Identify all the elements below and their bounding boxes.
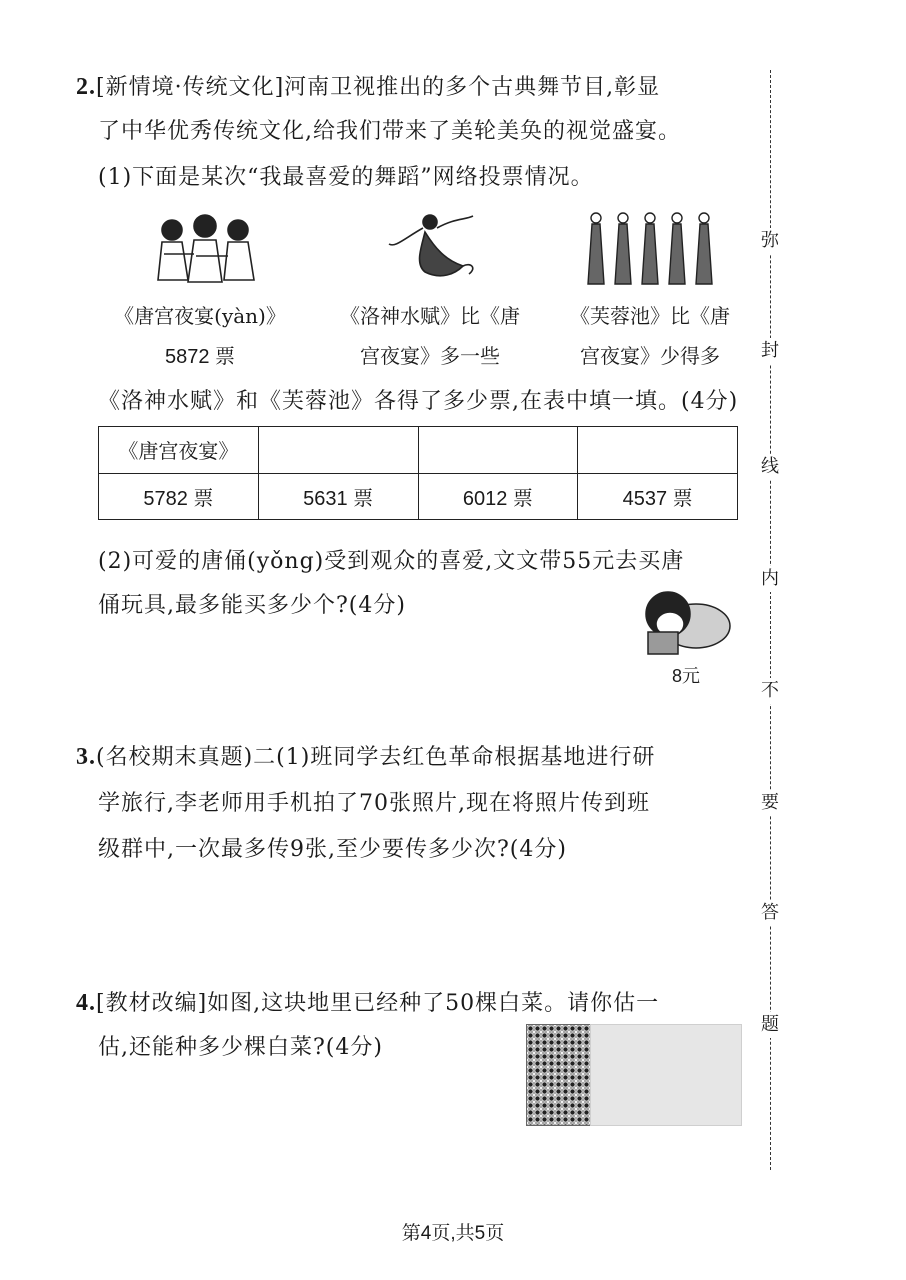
caption-tang-palace-title: 《唐宫夜宴(yàn)》 [114,304,286,328]
q4-line1-text: [教材改编]如图,这块地里已经种了50棵白菜。请你估一 [96,991,660,1016]
seal-char: 要 [759,790,781,816]
votes-answer-cell[interactable] [578,427,738,474]
seal-char: 题 [759,1012,781,1038]
tang-figurine-toy-illustration [634,586,734,662]
q2-number: 2. [76,74,96,100]
q3-line2: 学旅行,李老师用手机拍了70张照片,现在将照片传到班 [98,791,650,816]
q3-line1-text: (名校期末真题)二(1)班同学去红色革命根据基地进行研 [96,745,656,770]
votes-value-cell: 4537 票 [578,473,738,520]
cabbage-field-image [526,1024,594,1126]
q2-line1-text: [新情境·传统文化]河南卫视推出的多个古典舞节目,彰显 [96,75,661,100]
luoshen-dancer-illustration [385,208,485,288]
q2-line2: 了中华优秀传统文化,给我们带来了美轮美奂的视觉盛宴。 [98,119,681,144]
furong-pool-dancers-illustration [582,208,718,288]
q2-line1 [76,70,660,101]
q3-line3: 级群中,一次最多传9张,至少要传多少次?(4分) [98,837,567,862]
votes-table [98,426,738,520]
seal-char: 内 [759,566,781,592]
seal-char: 弥 [759,228,781,254]
q3-line1 [76,740,655,771]
caption-furong-line1: 《芙蓉池》比《唐 [570,304,730,328]
votes-value-cell: 5782 票 [99,473,259,520]
q2-part2-line2: 俑玩具,最多能买多少个?(4分) [98,593,406,618]
votes-value-cell: 6012 票 [418,473,578,520]
toy-price: 8元 [672,666,701,686]
seal-char: 不 [759,678,781,704]
tang-palace-dancers-illustration [150,208,260,288]
caption-luoshen-line1: 《洛神水赋》比《唐 [340,304,520,328]
q2-part2-line1: (2)可爱的唐俑(yǒng)受到观众的喜爱,文文带55元去买唐 [98,549,685,574]
q4-line1 [76,986,659,1017]
q4-number: 4. [76,990,96,1016]
votes-header-cell: 《唐宫夜宴》 [99,427,259,474]
votes-answer-cell[interactable] [258,427,418,474]
q2-part1: (1)下面是某次“我最喜爱的舞蹈”网络投票情况。 [98,165,594,190]
seal-char: 答 [759,900,781,926]
votes-table-values-row [99,473,738,520]
votes-value-cell: 5631 票 [258,473,418,520]
q3-number: 3. [76,744,96,770]
caption-furong-line2: 宫夜宴》少得多 [580,344,720,368]
q4-line2: 估,还能种多少棵白菜?(4分) [98,1035,383,1060]
page-footer: 第4页,共5页 [401,1223,505,1244]
seal-char: 封 [759,338,781,364]
caption-luoshen-line2: 宫夜宴》多一些 [360,344,500,368]
q2-question1: 《洛神水赋》和《芙蓉池》各得了多少票,在表中填一填。(4分) [98,389,739,414]
seal-char: 线 [759,454,781,480]
votes-table-header-row [99,427,738,474]
empty-field-image [590,1024,742,1126]
caption-tang-palace-votes: 5872 票 [164,346,236,368]
votes-answer-cell[interactable] [418,427,578,474]
